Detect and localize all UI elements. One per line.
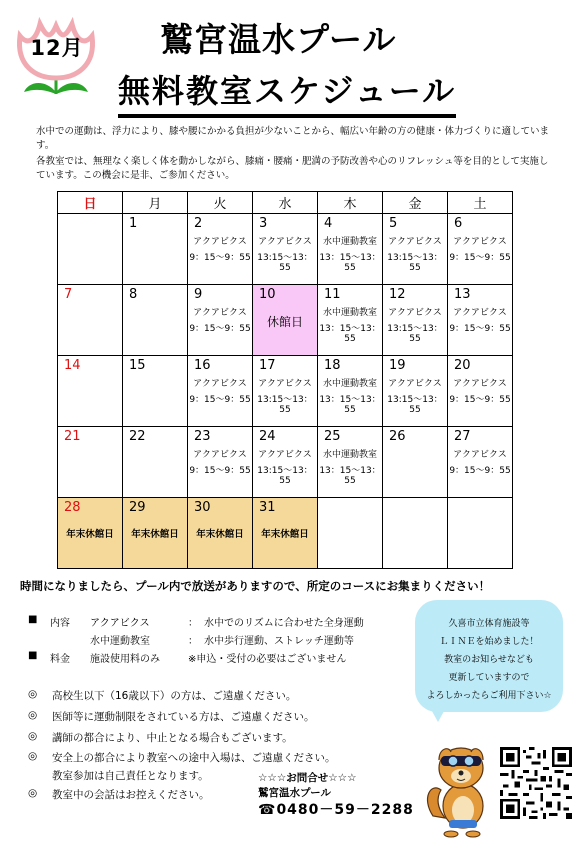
day-number: 14 [64, 358, 81, 373]
calendar-day-cell [253, 498, 318, 569]
schedule-calendar [57, 191, 513, 569]
caution-text: 教室参加は自己責任となります。 [52, 770, 209, 782]
day-number: 16 [194, 358, 211, 373]
aquabics-name: アクアビクス [90, 618, 150, 629]
calendar-day-cell [188, 356, 253, 427]
calendar-day-cell [58, 285, 123, 356]
bullet-icon: ■ [28, 650, 38, 661]
bubble-line: 久喜市立体育施設等 [448, 619, 530, 629]
calendar-week-row [58, 498, 513, 569]
class-name: アクアビクス [193, 237, 247, 247]
day-number: 20 [454, 358, 471, 373]
page-subtitle: 無料教室スケジュール [118, 66, 456, 118]
class-time: 9：15～9：55 [449, 395, 511, 405]
class-time: 13:15～13：55 [387, 253, 443, 273]
caution-text: 高校生以下（16歳以下）の方は、ご遠慮ください。 [52, 690, 297, 702]
day-number: 31 [259, 500, 276, 515]
double-circle-icon: ◎ [28, 730, 38, 742]
class-time: 9：15～9：55 [449, 466, 511, 476]
calendar-day-cell [318, 356, 383, 427]
calendar-day-cell [58, 356, 123, 427]
day-number: 21 [64, 429, 81, 444]
water-exercise-description: 水中歩行運動、ストレッチ運動等 [204, 636, 354, 647]
year-end-holiday-label: 年末休館日 [196, 529, 244, 540]
bubble-tail [428, 704, 448, 722]
fee-note: ※申込・受付の必要はございません [188, 654, 347, 665]
year-end-holiday-label: 年末休館日 [131, 529, 179, 540]
month-label: 12月 [30, 36, 84, 60]
class-time: 13：15～13：55 [319, 253, 381, 273]
bubble-line: 更新していますので [448, 673, 530, 683]
weekday-header: 水 [253, 192, 318, 214]
day-number: 6 [454, 216, 463, 231]
class-time: 13:15～13：55 [257, 253, 313, 273]
day-number: 2 [194, 216, 203, 231]
calendar-week-row [58, 214, 513, 285]
contact-phone: ☎0480－59－2288 [258, 802, 414, 818]
class-time: 13:15～13：55 [387, 324, 443, 344]
class-name: 水中運動教室 [322, 450, 377, 460]
water-exercise-name: 水中運動教室 [90, 636, 150, 647]
content-label: 内容 [50, 618, 70, 629]
calendar-day-cell [383, 427, 448, 498]
caution-text: 医師等に運動制限をされている方は、ご遠慮ください。 [52, 711, 315, 723]
class-name: アクアビクス [388, 379, 442, 389]
calendar-day-cell [448, 427, 513, 498]
day-number: 28 [64, 500, 81, 515]
bubble-line: よろしかったらご利用下さい☆ [426, 691, 552, 701]
raccoon-mascot-icon [425, 738, 493, 838]
class-time: 13：15～13：55 [319, 466, 381, 486]
qr-code-icon[interactable] [500, 747, 572, 819]
calendar-day-cell [58, 498, 123, 569]
colon: ： [188, 618, 198, 629]
calendar-day-cell [318, 214, 383, 285]
fee-value: 施設使用料のみ [90, 654, 160, 665]
class-time: 13：15～13：55 [319, 324, 381, 344]
class-time: 9：15～9：55 [189, 466, 251, 476]
closed-day-label: 休館日 [266, 315, 303, 329]
year-end-holiday-label: 年末休館日 [66, 529, 114, 540]
class-name: アクアビクス [453, 379, 507, 389]
day-number: 27 [454, 429, 471, 444]
day-number: 30 [194, 500, 211, 515]
bullet-icon: ■ [28, 614, 38, 625]
calendar-day-cell [123, 285, 188, 356]
page-title: 鷲宮温水プール [160, 20, 397, 59]
calendar-day-cell [188, 427, 253, 498]
day-number: 25 [324, 429, 341, 444]
class-time: 9：15～9：55 [189, 253, 251, 263]
colon: ： [188, 636, 198, 647]
caution-text: 安全上の都合により教室への途中入場は、ご遠慮ください。 [52, 752, 336, 764]
class-name: アクアビクス [193, 450, 247, 460]
contact-name: 鷲宮温水プール [258, 787, 331, 799]
class-name: アクアビクス [453, 237, 507, 247]
class-name: アクアビクス [258, 237, 312, 247]
calendar-day-cell [188, 285, 253, 356]
calendar-day-cell [448, 285, 513, 356]
class-name: アクアビクス [193, 379, 247, 389]
calendar-day-cell [253, 427, 318, 498]
calendar-day-cell [383, 214, 448, 285]
calendar-day-cell [448, 214, 513, 285]
day-number: 5 [389, 216, 398, 231]
aquabics-description: 水中でのリズムに合わせた全身運動 [204, 618, 364, 629]
calendar-day-cell [253, 356, 318, 427]
double-circle-icon: ◎ [28, 750, 38, 762]
class-name: アクアビクス [388, 237, 442, 247]
class-time: 9：15～9：55 [449, 253, 511, 263]
day-number: 19 [389, 358, 406, 373]
assembly-notice: 時間になりましたら、プール内で放送がありますので、所定のコースにお集まりください！ [20, 579, 491, 593]
calendar-day-cell [253, 285, 318, 356]
day-number: 7 [64, 287, 73, 302]
day-number: 4 [324, 216, 333, 231]
weekday-header: 火 [188, 192, 253, 214]
calendar-day-cell [383, 285, 448, 356]
calendar-day-cell [123, 214, 188, 285]
calendar-day-cell [318, 427, 383, 498]
caution-text: 講師の都合により、中止となる場合もございます。 [52, 732, 293, 744]
weekday-header: 日 [58, 192, 123, 214]
weekday-header: 月 [123, 192, 188, 214]
class-time: 13:15～13：55 [257, 395, 313, 415]
class-name: アクアビクス [258, 450, 312, 460]
day-number: 8 [129, 287, 138, 302]
line-info-bubble [415, 600, 563, 712]
class-time: 13:15～13：55 [257, 466, 313, 486]
calendar-day-cell [383, 498, 448, 569]
day-number: 18 [324, 358, 341, 373]
intro-paragraph-1: 水中での運動は、浮力により、膝や腰にかかる負担が少ないことから、幅広い年齢の方の健康・体力づくりに適しています。 [36, 126, 550, 151]
class-time: 13:15～13：55 [387, 395, 443, 415]
caution-text: 教室中の会話はお控えください。 [52, 789, 210, 801]
weekday-header-row [58, 192, 513, 214]
day-number: 26 [389, 429, 406, 444]
calendar-week-row [58, 285, 513, 356]
class-time: 9：15～9：55 [189, 395, 251, 405]
day-number: 9 [194, 287, 203, 302]
calendar-day-cell [123, 427, 188, 498]
calendar-week-row [58, 356, 513, 427]
calendar-day-cell [123, 498, 188, 569]
day-number: 12 [389, 287, 406, 302]
calendar-day-cell [383, 356, 448, 427]
weekday-header: 金 [383, 192, 448, 214]
bubble-line: ＬＩＮＥを始めました！ [439, 637, 539, 647]
class-name: 水中運動教室 [322, 379, 377, 389]
day-number: 11 [324, 287, 341, 302]
day-number: 13 [454, 287, 471, 302]
class-name: アクアビクス [453, 450, 507, 460]
day-number: 22 [129, 429, 146, 444]
class-time: 13：15～13：55 [319, 395, 381, 415]
day-number: 17 [259, 358, 276, 373]
day-number: 29 [129, 500, 146, 515]
class-name: 水中運動教室 [322, 237, 377, 247]
year-end-holiday-label: 年末休館日 [261, 529, 309, 540]
double-circle-icon: ◎ [28, 688, 38, 700]
class-time: 9：15～9：55 [449, 324, 511, 334]
class-name: アクアビクス [258, 379, 312, 389]
calendar-day-cell [188, 498, 253, 569]
calendar-day-cell [58, 427, 123, 498]
weekday-header: 木 [318, 192, 383, 214]
day-number: 24 [259, 429, 276, 444]
contact-heading: ☆☆☆お問合せ☆☆☆ [258, 772, 357, 784]
day-number: 10 [259, 287, 276, 302]
calendar-day-cell [318, 498, 383, 569]
calendar-day-cell [123, 356, 188, 427]
weekday-header: 土 [448, 192, 513, 214]
day-number: 1 [129, 216, 138, 231]
calendar-day-cell [188, 214, 253, 285]
calendar-week-row [58, 427, 513, 498]
fee-label: 料金 [50, 654, 70, 665]
day-number: 15 [129, 358, 146, 373]
bubble-line: 教室のお知らせなども [444, 655, 534, 665]
class-name: 水中運動教室 [322, 308, 377, 318]
class-name: アクアビクス [388, 308, 442, 318]
day-number: 23 [194, 429, 211, 444]
day-number: 3 [259, 216, 268, 231]
calendar-day-cell [58, 214, 123, 285]
calendar-day-cell [253, 214, 318, 285]
calendar-day-cell [318, 285, 383, 356]
intro-paragraph-2: 各教室では、無理なく楽しく体を動かしながら、膝痛・腰痛・肥満の予防改善や心のリフレッシュ等を目的として実施しています。この機会に是非、ご参加ください。 [36, 156, 549, 181]
class-name: アクアビクス [453, 308, 507, 318]
class-name: アクアビクス [193, 308, 247, 318]
double-circle-icon: ◎ [28, 709, 38, 721]
class-time: 9：15～9：55 [189, 324, 251, 334]
calendar-day-cell [448, 356, 513, 427]
calendar-day-cell [448, 498, 513, 569]
double-circle-icon: ◎ [28, 787, 38, 799]
